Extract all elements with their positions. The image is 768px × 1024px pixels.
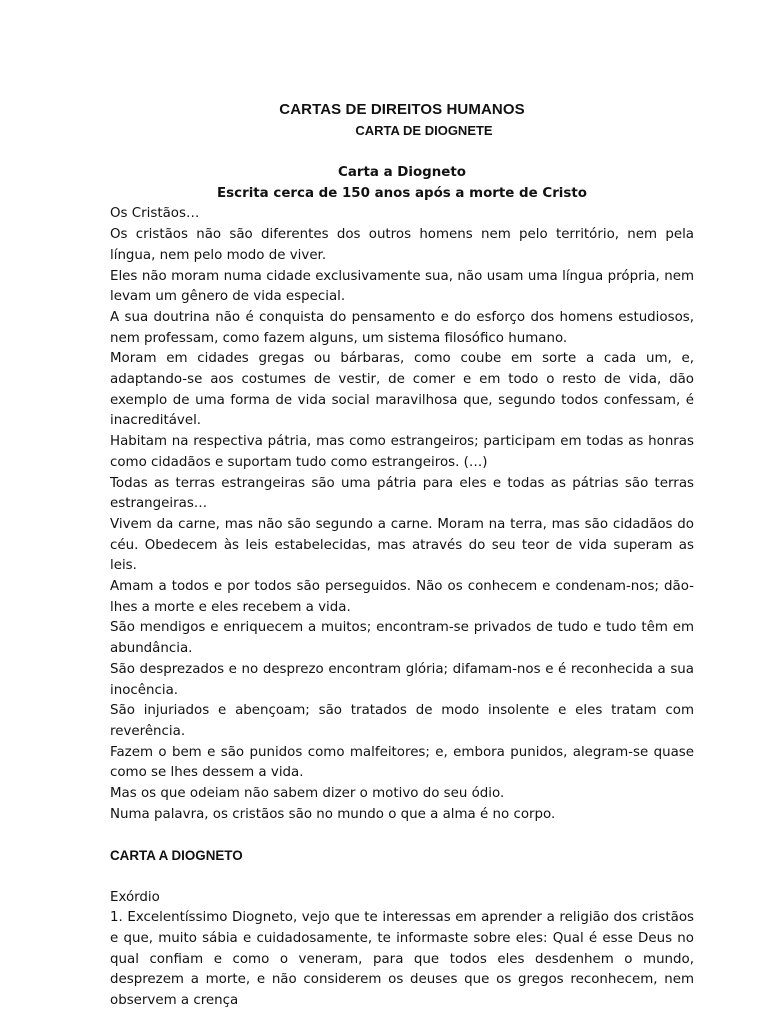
paragraph: Fazem o bem e são punidos como malfeitores; e, embora punidos, alegram-se quase como se lhes dessem a vida.	[110, 744, 694, 781]
paragraph: Amam a todos e por todos são perseguidos. Não os conhecem e condenam-nos; dão-lhes a morte e eles recebem a vida.	[110, 579, 694, 615]
paragraph: Eles não moram numa cidade exclusivamente sua, não usam uma língua própria, nem levam um gênero de vida especial.	[110, 268, 694, 305]
section-gap	[110, 867, 694, 888]
paragraph: Os Cristãos…	[110, 206, 200, 222]
document-subtitle: CARTA DE DIOGNETE	[355, 123, 493, 138]
paragraph: Os cristãos não são diferentes dos outros homens nem pelo território, nem pela língua, nem pelo modo de viver.	[110, 227, 694, 263]
paragraph: Numa palavra, os cristãos são no mundo o que a alma é no corpo.	[110, 806, 556, 822]
letter-subtitle: Escrita cerca de 150 anos após a morte de Cristo	[217, 185, 587, 201]
section-paragraph: 1. Excelentíssimo Diogneto, vejo que te interessas em aprender a religião dos cristãos e que, muito sábia e cuidadosamente, te informaste sobre eles: Qual é esse Deus no qual confiam e como o veneram, para que todos eles desdenhem o mundo, desprezem a morte, e não considerem os deuses que os gregos reconhecem, nem observem a crença	[110, 910, 694, 1009]
paragraph: São mendigos e enriquecem a muitos; encontram-se privados de tudo e tudo têm em abundância.	[110, 620, 694, 657]
paragraph: São injuriados e abençoam; são tratados de modo insolente e eles tratam com reverência.	[110, 703, 694, 739]
section-label: Exórdio	[110, 889, 160, 905]
paragraph: Vivem da carne, mas não são segundo a carne. Moram na terra, mas são cidadãos do céu. Obedecem às leis estabelecidas, mas através do seu teor de vida superam as leis.	[110, 516, 694, 574]
paragraph: Mas os que odeiam não sabem dizer o motivo do seu ódio.	[110, 786, 505, 802]
paragraph: Todas as terras estrangeiras são uma pátria para eles e todas as pátrias são terras estrangeiras…	[110, 475, 694, 512]
paragraph: Moram em cidades gregas ou bárbaras, como coube em sorte a cada um, e, adaptando-se aos costumes de vestir, de comer e em todo o resto de vida, dão exemplo de uma forma de vida social maravilhosa que, segundo todos confessam, é inacreditável.	[110, 351, 694, 429]
document-title: CARTAS DE DIREITOS HUMANOS	[279, 101, 525, 118]
paragraph: A sua doutrina não é conquista do pensamento e do esforço dos homens estudiosos, nem professam, como fazem alguns, um sistema filosófico humano.	[110, 309, 694, 346]
letter-title: Carta a Diogneto	[338, 165, 466, 180]
paragraph: São desprezados e no desprezo encontram glória; difamam-nos e é reconhecida a sua inocência.	[110, 661, 694, 698]
section-title: CARTA A DIOGNETO	[110, 848, 243, 864]
paragraph: Habitam na respectiva pátria, mas como estrangeiros; participam em todas as honras como cidadãos e suportam tudo como estrangeiros. (…)	[110, 434, 694, 470]
document-body	[110, 163, 694, 1012]
